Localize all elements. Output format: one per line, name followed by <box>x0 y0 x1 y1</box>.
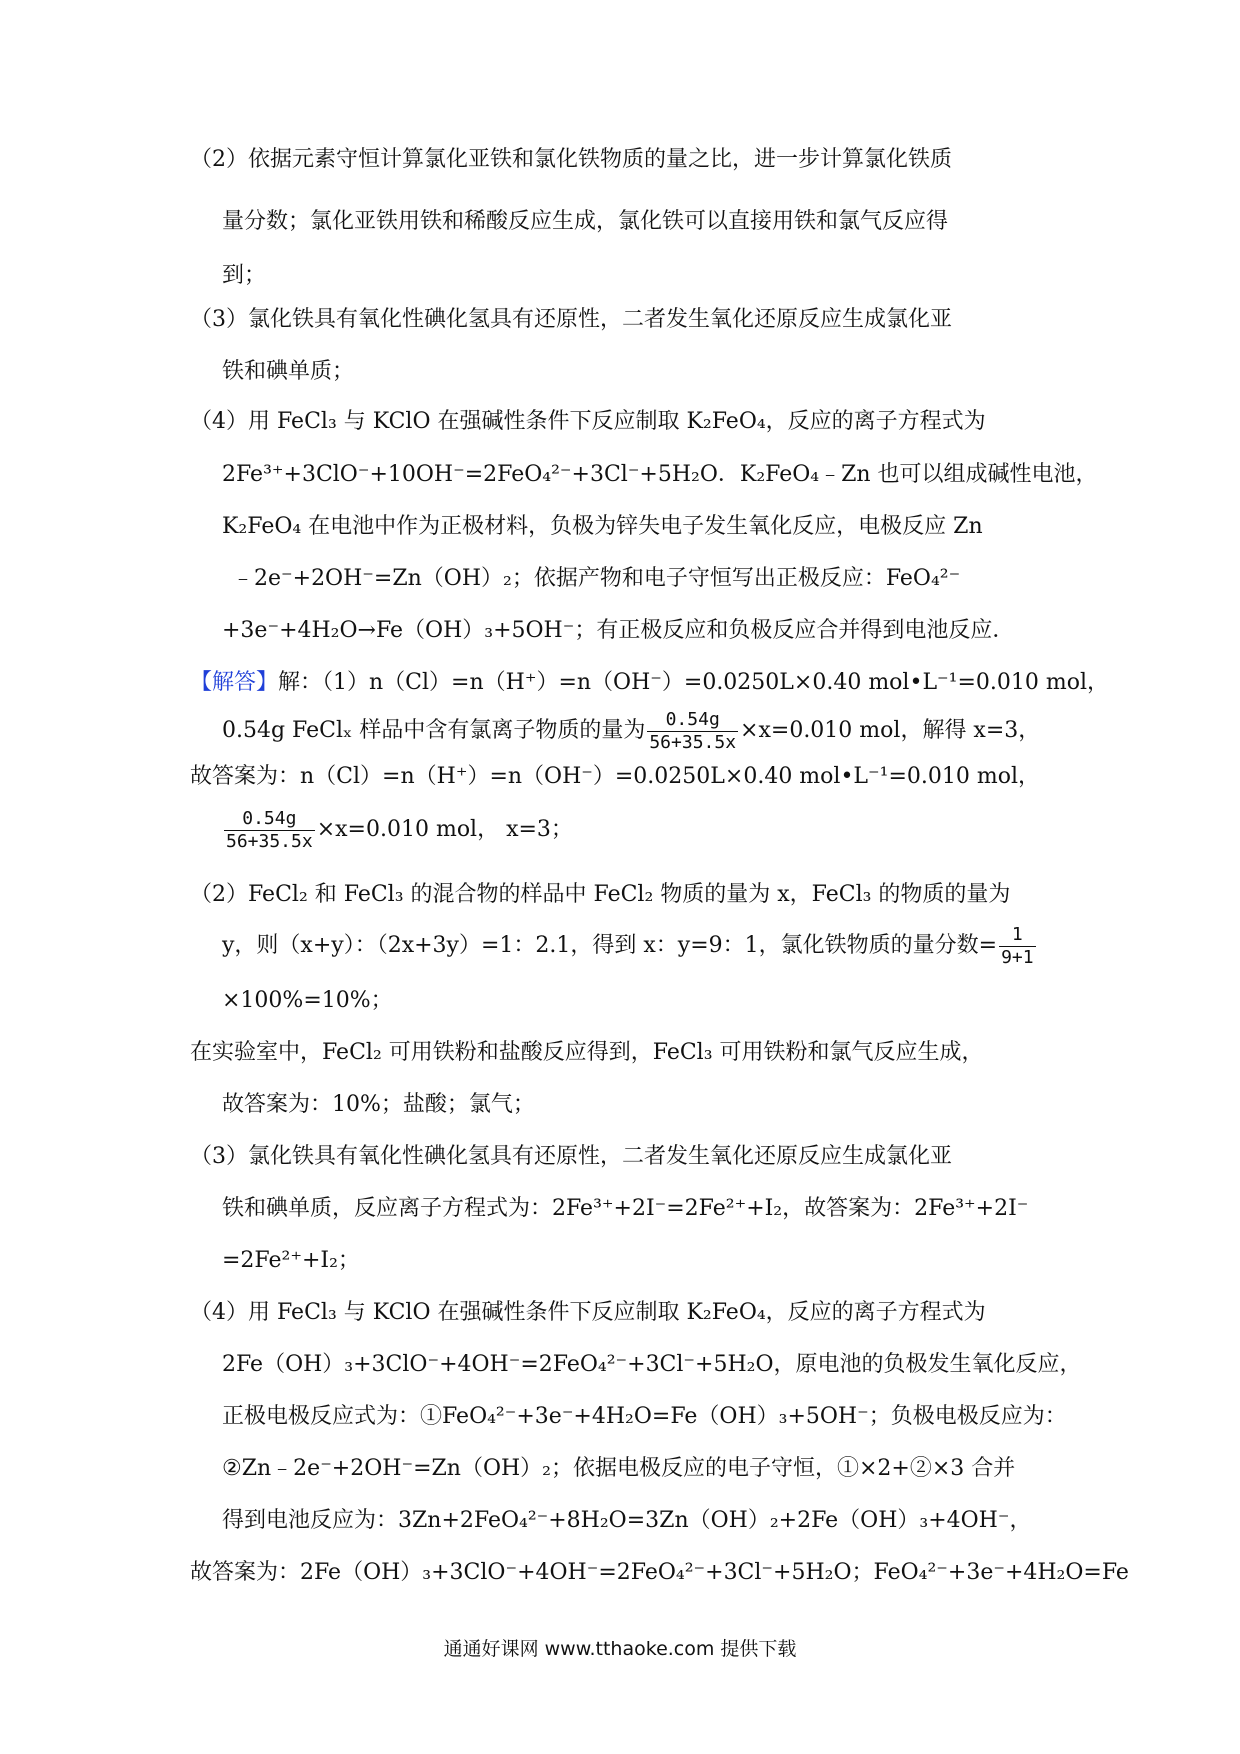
fraction-denominator: 56+35.5x <box>649 731 737 753</box>
answer-line2-post: ×x=0.010 mol，解得 x=3， <box>740 718 1041 743</box>
fraction-denominator: 9+1 <box>1001 946 1034 968</box>
answer-p2-line3: ×100%=10%； <box>222 988 393 1013</box>
fraction-mole-ratio <box>999 924 1036 969</box>
answer-p3-line3: =2Fe²⁺+I₂； <box>222 1248 360 1273</box>
answer-p2-line1: （2）FeCl₂ 和 FeCl₃ 的混合物的样品中 FeCl₂ 物质的量为 x，FeCl₃ 的物质的量为 <box>190 882 1011 907</box>
answer-line4 <box>222 804 573 856</box>
analysis-p2-line3: 到； <box>222 263 267 288</box>
answer-line3: 故答案为：n（Cl）=n（H⁺）=n（OH⁻）=0.0250L×0.40 mol•L⁻¹=0.010 mol， <box>190 764 1041 789</box>
answer-line2-pre: 0.54g FeClₓ 样品中含有氯离子物质的量为 <box>222 718 646 743</box>
answer-text: 解：（1）n（Cl）=n（H⁺）=n（OH⁻）=0.0250L×0.40 mol•L⁻¹=0.010 mol， <box>278 670 1110 695</box>
analysis-p4-line4: ﹣2e⁻+2OH⁻=Zn（OH）₂；依据产物和电子守恒写出正极反应：FeO₄²⁻ <box>232 566 961 591</box>
answer-p2-line2-pre: y，则（x+y）：（2x+3y）=1：2.1，得到 x：y=9：1，氯化铁物质的量分数= <box>222 933 998 958</box>
answer-p2-line5: 故答案为：10%；盐酸；氯气； <box>222 1092 535 1117</box>
answer-p2-line4: 在实验室中，FeCl₂ 可用铁粉和盐酸反应得到，FeCl₃ 可用铁粉和氯气反应生成， <box>190 1040 984 1065</box>
answer-p4-line4: ②Zn﹣2e⁻+2OH⁻=Zn（OH）₂；依据电极反应的电子守恒，①×2+②×3 合并 <box>222 1456 1016 1481</box>
analysis-p2-line2: 量分数；氯化亚铁用铁和稀酸反应生成，氯化铁可以直接用铁和氯气反应得 <box>222 209 949 234</box>
analysis-p4-line1: （4）用 FeCl₃ 与 KClO 在强碱性条件下反应制取 K₂FeO₄，反应的离子方程式为 <box>190 409 986 434</box>
answer-tag: 【解答】 <box>190 670 279 695</box>
analysis-p2-line1: （2）依据元素守恒计算氯化亚铁和氯化铁物质的量之比，进一步计算氯化铁质 <box>190 147 952 172</box>
fraction-numerator: 1 <box>999 924 1036 947</box>
analysis-p3-line2: 铁和碘单质； <box>222 359 355 384</box>
answer-p4-line2: 2Fe（OH）₃+3ClO⁻+4OH⁻=2FeO₄²⁻+3Cl⁻+5H₂O，原电池的负极发生氧化反应， <box>222 1352 1082 1377</box>
page-footer: 通通好课网 www.tthaoke.com 提供下载 <box>443 1638 797 1660</box>
answer-line1 <box>190 668 1109 698</box>
fraction-numerator: 0.54g <box>224 808 315 831</box>
answer-line4-post: ×x=0.010 mol， x=3； <box>316 817 573 842</box>
answer-p4-line5: 得到电池反应为：3Zn+2FeO₄²⁻+8H₂O=3Zn（OH）₂+2Fe（OH）₃+4OH⁻， <box>222 1508 1032 1533</box>
analysis-p4-line2: 2Fe³⁺+3ClO⁻+10OH⁻=2FeO₄²⁻+3Cl⁻+5H₂O．K₂FeO₄﹣Zn 也可以组成碱性电池， <box>222 462 1098 487</box>
answer-p4-line1: （4）用 FeCl₃ 与 KClO 在强碱性条件下反应制取 K₂FeO₄，反应的离子方程式为 <box>190 1300 986 1325</box>
analysis-p3-line1: （3）氯化铁具有氧化性碘化氢具有还原性，二者发生氧化还原反应生成氯化亚 <box>190 307 952 332</box>
answer-p2-line2 <box>222 920 1038 972</box>
answer-p4-line6: 故答案为：2Fe（OH）₃+3ClO⁻+4OH⁻=2FeO₄²⁻+3Cl⁻+5H₂O；FeO₄²⁻+3e⁻+4H₂O=Fe <box>190 1560 1129 1585</box>
analysis-p4-line3: K₂FeO₄ 在电池中作为正极材料，负极为锌失电子发生氧化反应，电极反应 Zn <box>222 514 983 539</box>
answer-line2 <box>222 705 1040 757</box>
answer-p3-line1: （3）氯化铁具有氧化性碘化氢具有还原性，二者发生氧化还原反应生成氯化亚 <box>190 1144 952 1169</box>
fraction-mass-over-molar-2 <box>224 808 315 853</box>
fraction-mass-over-molar <box>647 709 738 754</box>
fraction-denominator: 56+35.5x <box>226 830 313 852</box>
analysis-p4-line5: +3e⁻+4H₂O→Fe（OH）₃+5OH⁻；有正极反应和负极反应合并得到电池反应． <box>222 618 1015 643</box>
answer-p4-line3: 正极电极反应式为：①FeO₄²⁻+3e⁻+4H₂O=Fe（OH）₃+5OH⁻；负极电极反应为： <box>222 1404 1067 1429</box>
fraction-numerator: 0.54g <box>647 709 738 732</box>
answer-p3-line2: 铁和碘单质，反应离子方程式为：2Fe³⁺+2I⁻=2Fe²⁺+I₂，故答案为：2Fe³⁺+2I⁻ <box>222 1196 1029 1221</box>
